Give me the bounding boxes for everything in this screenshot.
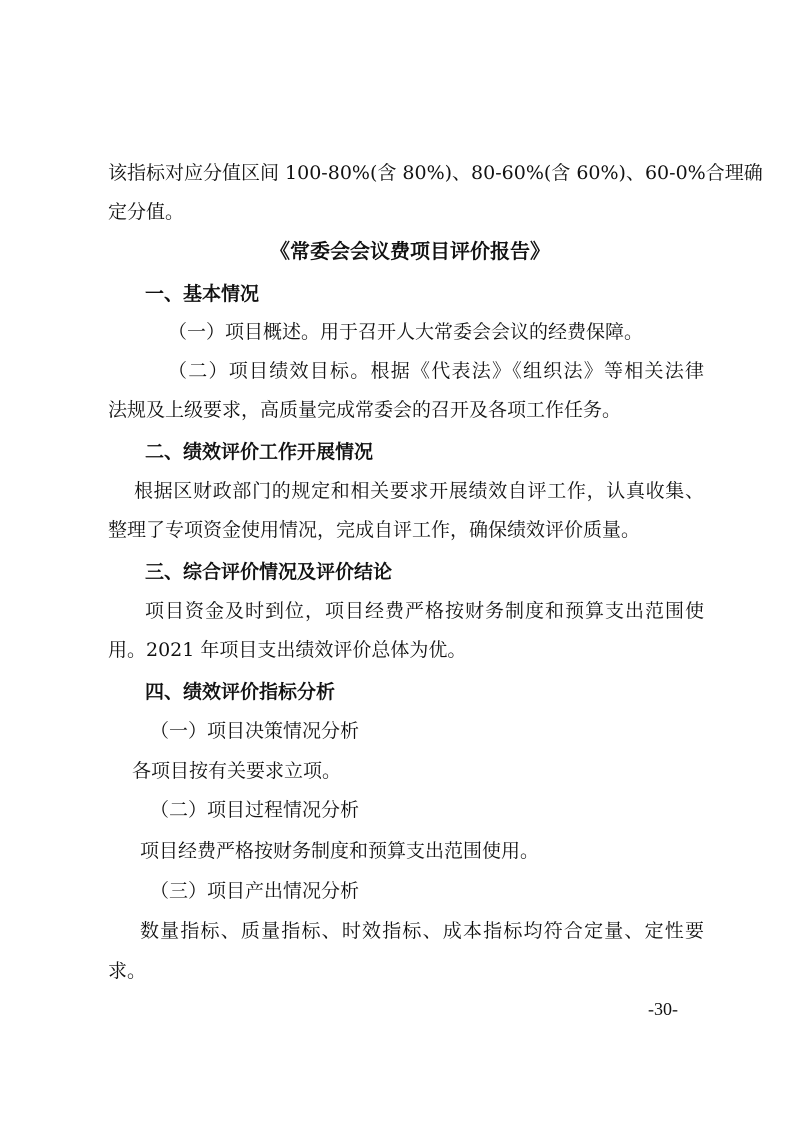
section-2-paragraph-line-2: 整理了专项资金使用情况，完成自评工作，确保绩效评价质量。 — [108, 519, 641, 541]
section-4-sub-2-text: 项目经费严格按财务制度和预算支出范围使用。 — [140, 840, 540, 862]
section-1-paragraph-2-line-1: （二）项目绩效目标。根据《代表法》《组织法》等相关法律 — [168, 360, 704, 382]
report-title: 《常委会会议费项目评价报告》 — [270, 239, 550, 263]
section-1-paragraph-2-line-2: 法规及上级要求，高质量完成常委会的召开及各项工作任务。 — [108, 399, 622, 421]
section-2-heading: 二、绩效评价工作开展情况 — [145, 441, 374, 463]
section-4-heading: 四、绩效评价指标分析 — [145, 681, 336, 703]
section-4-sub-1-text: 各项目按有关要求立项。 — [132, 760, 342, 782]
section-3-heading: 三、综合评价情况及评价结论 — [145, 561, 393, 583]
intro-line-2: 定分值。 — [108, 201, 185, 223]
section-1-heading: 一、基本情况 — [145, 283, 260, 305]
page-number: -30- — [648, 999, 678, 1019]
section-3-paragraph-line-1: 项目资金及时到位，项目经费严格按财务制度和预算支出范围使 — [145, 600, 704, 622]
section-4-sub-3-text-line-1: 数量指标、质量指标、时效指标、成本指标均符合定量、定性要 — [140, 920, 704, 942]
section-4-sub-3-text-line-2: 求。 — [108, 960, 147, 982]
section-2-paragraph-line-1: 根据区财政部门的规定和相关要求开展绩效自评工作，认真收集、 — [134, 480, 704, 502]
intro-line-1: 该指标对应分值区间 100-80%(含 80%)、80-60%(含 60%)、60-0%合理确 — [108, 162, 763, 184]
section-3-paragraph-line-2: 用。2021 年项目支出绩效评价总体为优。 — [108, 639, 467, 661]
section-1-paragraph-1: （一）项目概述。用于召开人大常委会会议的经费保障。 — [168, 321, 644, 343]
section-4-sub-1-heading: （一）项目决策情况分析 — [150, 720, 360, 742]
section-4-sub-3-heading: （三）项目产出情况分析 — [150, 880, 360, 902]
section-4-sub-2-heading: （二）项目过程情况分析 — [150, 799, 360, 821]
